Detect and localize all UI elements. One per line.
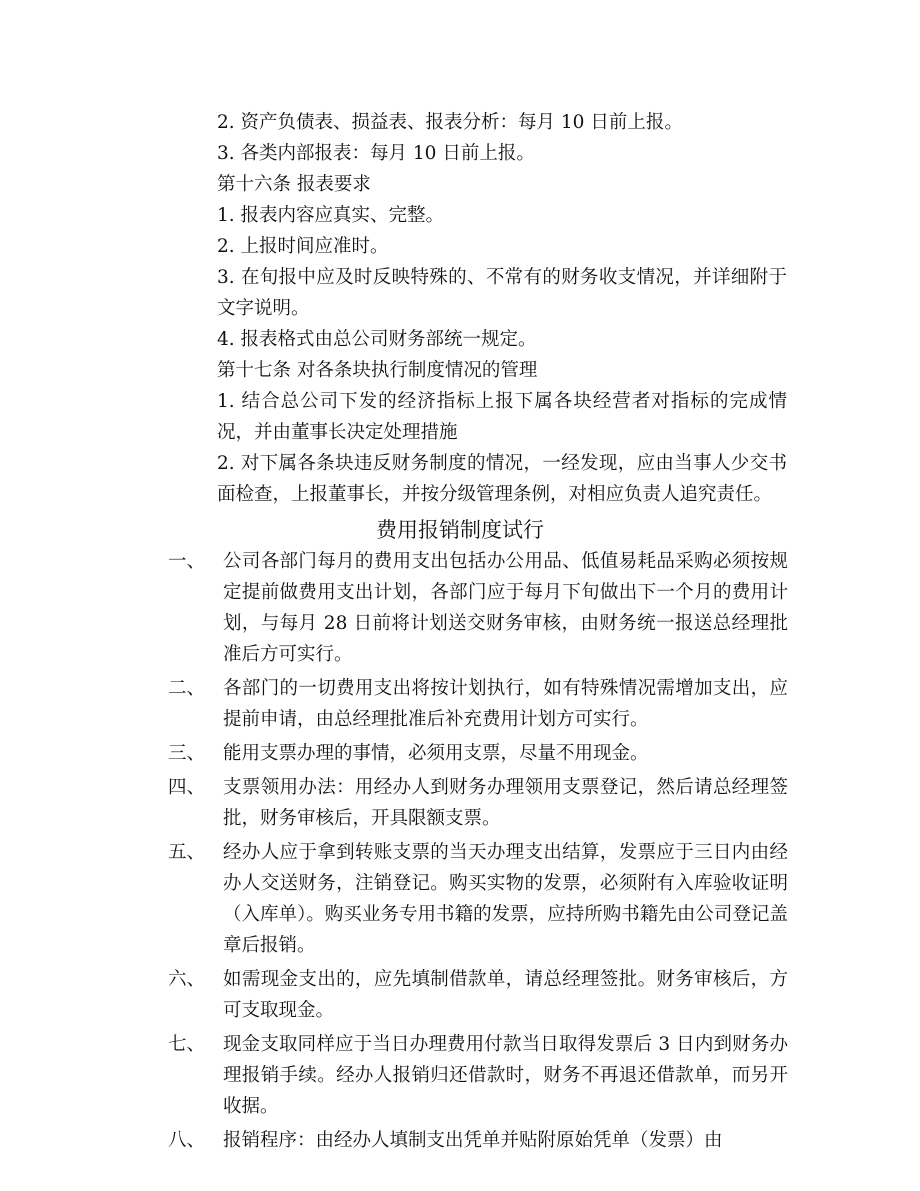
list-item-text: 现金支取同样应于当日办理费用付款当日取得发票后 3 日内到财务办理报销手续。经办人报销归还借款时，财务不再退还借款单，而另开收据。: [223, 1034, 788, 1117]
list-item-text: 如需现金支出的，应先填制借款单，请总经理签批。财务审核后，方可支取现金。: [223, 969, 788, 1021]
article-16-heading: 第十六条 报表要求: [217, 174, 371, 195]
list-item-number: 二、: [168, 678, 206, 699]
list-item: [168, 738, 788, 769]
list-item-text: 经办人应于拿到转账支票的当天办理支出结算，发票应于三日内由经办人交送财务，注销登记。购买实物的发票，必须附有入库验收证明（入库单）。购买业务专用书籍的发票，应持所购书籍先由公司登记盖章后报销。: [223, 842, 788, 956]
list-item-text: 各部门的一切费用支出将按计划执行，如有特殊情况需增加支出，应提前申请，由总经理批准后补充费用计划方可实行。: [223, 678, 788, 730]
list-item: [168, 1029, 788, 1122]
article-16-item-4: 4. 报表格式由总公司财务部统一规定。: [217, 329, 537, 350]
list-item: [168, 673, 788, 735]
list-item-number: 七、: [168, 1034, 206, 1055]
article-16-item-3: 3. 在旬报中应及时反映特殊的、不常有的财务收支情况，并详细附于文字说明。: [217, 267, 787, 319]
financial-report-section: [217, 107, 787, 510]
report-line-monthly-balance: 2. 资产负债表、损益表、报表分析：每月 10 日前上报。: [217, 112, 683, 133]
list-item: [168, 964, 788, 1026]
list-item: [168, 1125, 788, 1156]
list-item-number: 四、: [168, 777, 206, 798]
report-line-internal: 3. 各类内部报表：每月 10 日前上报。: [217, 143, 535, 164]
article-17-heading: 第十七条 对各条块执行制度情况的管理: [217, 360, 538, 381]
list-item: [168, 546, 788, 670]
list-item-number: 六、: [168, 969, 206, 990]
list-item-text: 公司各部门每月的费用支出包括办公用品、低值易耗品采购必须按规定提前做费用支出计划，各部门应于每月下旬做出下一个月的费用计划，与每月 28 日前将计划送交财务审核，由财务统一报送总经理批准后方可实行。: [223, 551, 788, 665]
list-item: [168, 772, 788, 834]
list-item-text: 报销程序：由经办人填制支出凭单并贴附原始凭单（发票）由: [223, 1130, 723, 1151]
list-item-number: 三、: [168, 743, 206, 764]
expense-policy-title: 费用报销制度试行: [376, 518, 544, 542]
article-17-item-2: 2. 对下属各条块违反财务制度的情况，一经发现，应由当事人少交书面检查，上报董事长，并按分级管理条例，对相应负责人追究责任。: [217, 453, 787, 505]
article-17-item-1: 1. 结合总公司下发的经济指标上报下属各块经营者对指标的完成情况，并由董事长决定处理措施: [217, 391, 787, 443]
list-item-number: 八、: [168, 1130, 206, 1151]
list-item-text: 能用支票办理的事情，必须用支票，尽量不用现金。: [223, 743, 649, 764]
list-item-number: 五、: [168, 842, 206, 863]
list-item-number: 一、: [168, 551, 206, 572]
article-16-item-2: 2. 上报时间应准时。: [217, 236, 389, 257]
list-item-text: 支票领用办法：用经办人到财务办理领用支票登记，然后请总经理签批，财务审核后，开具限额支票。: [223, 777, 788, 829]
article-16-item-1: 1. 报表内容应真实、完整。: [217, 205, 445, 226]
list-item: [168, 837, 788, 961]
expense-policy-list: [168, 546, 788, 1159]
